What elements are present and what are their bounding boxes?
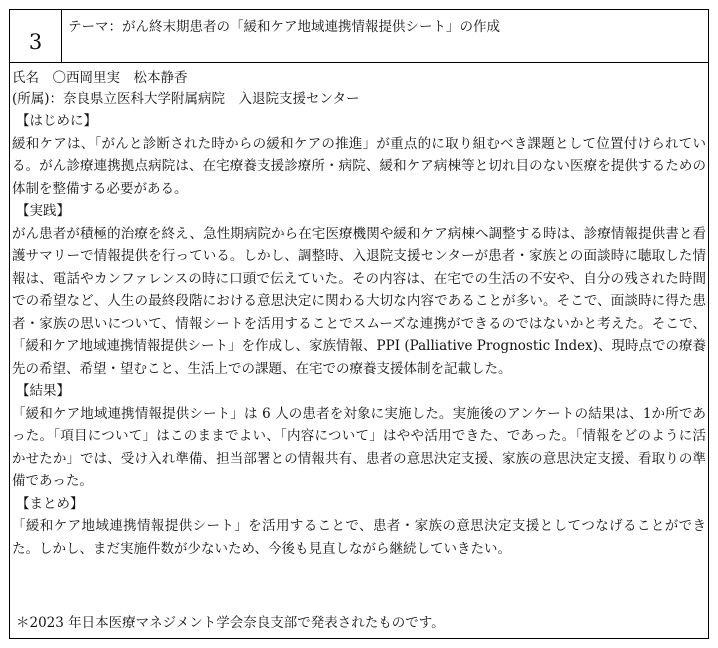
- section-number: 3: [10, 10, 62, 62]
- author-affiliation: (所属)：奈良県立医科大学附属病院 入退院支援センター: [12, 91, 360, 107]
- abstract-body: [10, 110, 708, 560]
- section-text-practice: がん患者が積極的治療を終え、急性期病院から在宅医療機関や緩和ケア病棟へ調整する時は、診療情報提供書と看護サマリーで情報提供を行っている。しかし、調整時、入退院支援センターが患者・家族との面談時に聴取した情報は、電話やカンファレンスの時に口頭で伝えていた。その内容は、在宅での生活の不安や、自分の残された時間での希望など、人生の最終段階における意思決定に関わる大切な内容であることが多い。そこで、面談時に得た患者・家族の思いについて、情報シートを活用することでスムーズな連携ができるのではないかと考えた。そこで、「緩和ケア地域連携情報提供シート」を作成し、家族情報、PPI (Palliative Prognostic Index)、現時点での療養先の希望、希望・望むこと、生活上での課題、在宅での療養支援体制を記載した。: [12, 225, 706, 377]
- section-text-results: 「緩和ケア地域連携情報提供シート」は 6 人の患者を対象に実施した。実施後のアンケートの結果は、1か所であった。「項目について」はこのままでよい、「内容について」はやや活用できた、であった。「情報をどのように活かせたか」では、受け入れ準備、担当部署との情報共有、患者の意思決定支援、家族の意思決定支援、看取りの準備であった。: [12, 405, 706, 489]
- section-text-intro: 緩和ケアは、「がんと診断された時からの緩和ケアの推進」が重点的に取り組むべき課題として位置付けられている。がん診療連携拠点病院は、在宅療養支援診療所・病院、緩和ケア病棟等と切れ目のない医療を提供するための体制を整備する必要がある。: [12, 135, 706, 197]
- section-heading-summary: 【まとめ】: [16, 495, 84, 512]
- author-block: [10, 63, 708, 110]
- footnote: ＊2023 年日本医療マネジメント学会奈良支部で発表されたものです。: [16, 615, 445, 631]
- header-row: [10, 10, 708, 63]
- document-frame: [9, 9, 709, 639]
- author-names: 氏名 〇西岡里実 松本静香: [12, 70, 188, 86]
- theme-title: テーマ：がん終末期患者の「緩和ケア地域連携情報提供シート」の作成: [68, 19, 500, 35]
- section-heading-practice: 【実践】: [16, 203, 70, 219]
- section-heading-intro: 【はじめに】: [16, 113, 97, 129]
- section-heading-results: 【結果】: [16, 383, 70, 399]
- section-text-summary: 「緩和ケア地域連携情報提供シート」を活用することで、患者・家族の意思決定支援としてつなげることができた。しかし、まだ実施件数が少ないため、今後も見直しながら継続していきたい。: [12, 518, 706, 557]
